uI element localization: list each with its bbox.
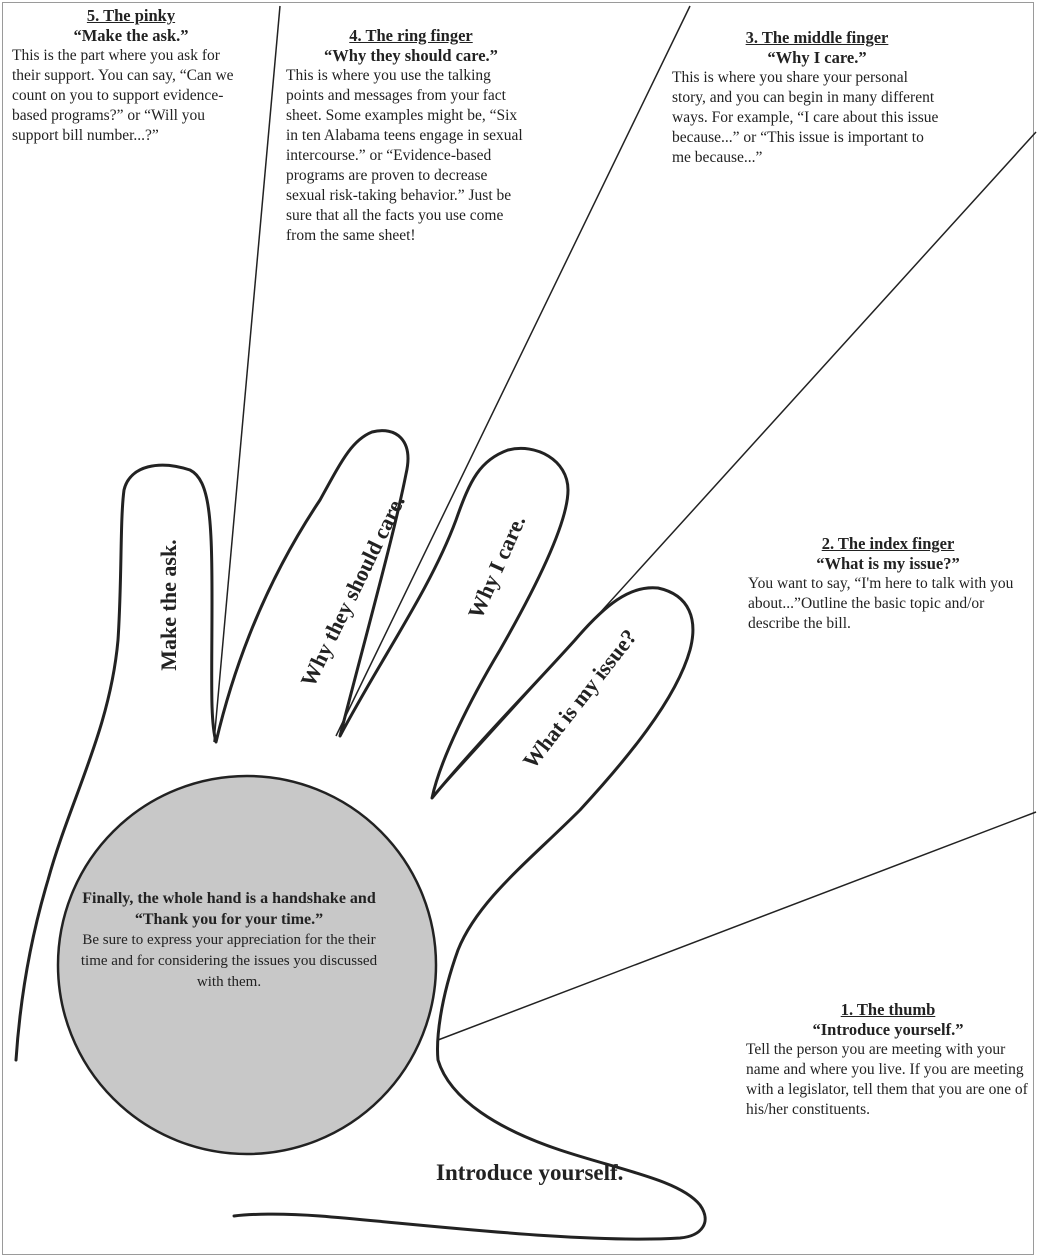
palm-text-block — [68, 888, 390, 993]
middle-text-block — [672, 28, 962, 168]
palm-title-line2: “Thank you for your time.” — [134, 911, 324, 928]
thumb-subheading: “Introduce yourself.” — [812, 1020, 964, 1039]
pinky-body: This is the part where you ask for their support. You can say, “Can we count on you to support evidence-based programs?” or “Will you support bill number...?” — [12, 47, 234, 144]
middle-body: This is where you share your personal story, and you can begin in many different ways. For example, “I care about this issue because...” or “This issue is important to me because...” — [672, 69, 939, 166]
ring-subheading: “Why they should care.” — [324, 46, 498, 65]
ring-heading: 4. The ring finger — [349, 26, 473, 45]
ring-body: This is where you use the talking points and messages from your fact sheet. Some examples might be, “Six in ten Alabama teens engage in sexual intercourse.” or “Evidence-based programs are proven to decrease sexual risk-taking behavior.” Just be sure that all the facts you use come from the same sheet! — [286, 67, 523, 244]
pinky-text-block — [12, 6, 250, 146]
pinky-heading: 5. The pinky — [86, 6, 176, 25]
ring-text-block — [286, 26, 536, 246]
index-heading: 2. The index finger — [821, 534, 955, 553]
palm-body: Be sure to express your appreciation for the their time and for considering the issues you discussed with them. — [80, 932, 378, 990]
index-subheading: “What is my issue?” — [816, 554, 960, 573]
pinky-finger-label: Make the ask. — [156, 539, 181, 671]
thumb-finger-label: Introduce yourself. — [436, 1160, 624, 1185]
thumb-heading: 1. The thumb — [840, 1000, 936, 1019]
index-body: You want to say, “I'm here to talk with you about...”Outline the basic topic and/or describe the bill. — [748, 575, 1014, 632]
palm-title-line1: Finally, the whole hand is a handshake and — [82, 890, 376, 907]
pinky-subheading: “Make the ask.” — [73, 26, 189, 45]
middle-heading: 3. The middle finger — [745, 28, 889, 47]
middle-finger-label: Why I care. — [462, 511, 531, 623]
thumb-body: Tell the person you are meeting with your name and where you live. If you are meeting with a legislator, tell them that you are one of his/her constituents. — [746, 1041, 1028, 1118]
thumb-text-block — [746, 1000, 1030, 1120]
index-finger-label: What is my issue? — [517, 624, 642, 774]
middle-subheading: “Why I care.” — [767, 48, 867, 67]
ring-finger-label: Why they should care. — [295, 490, 410, 691]
index-text-block — [748, 534, 1028, 634]
